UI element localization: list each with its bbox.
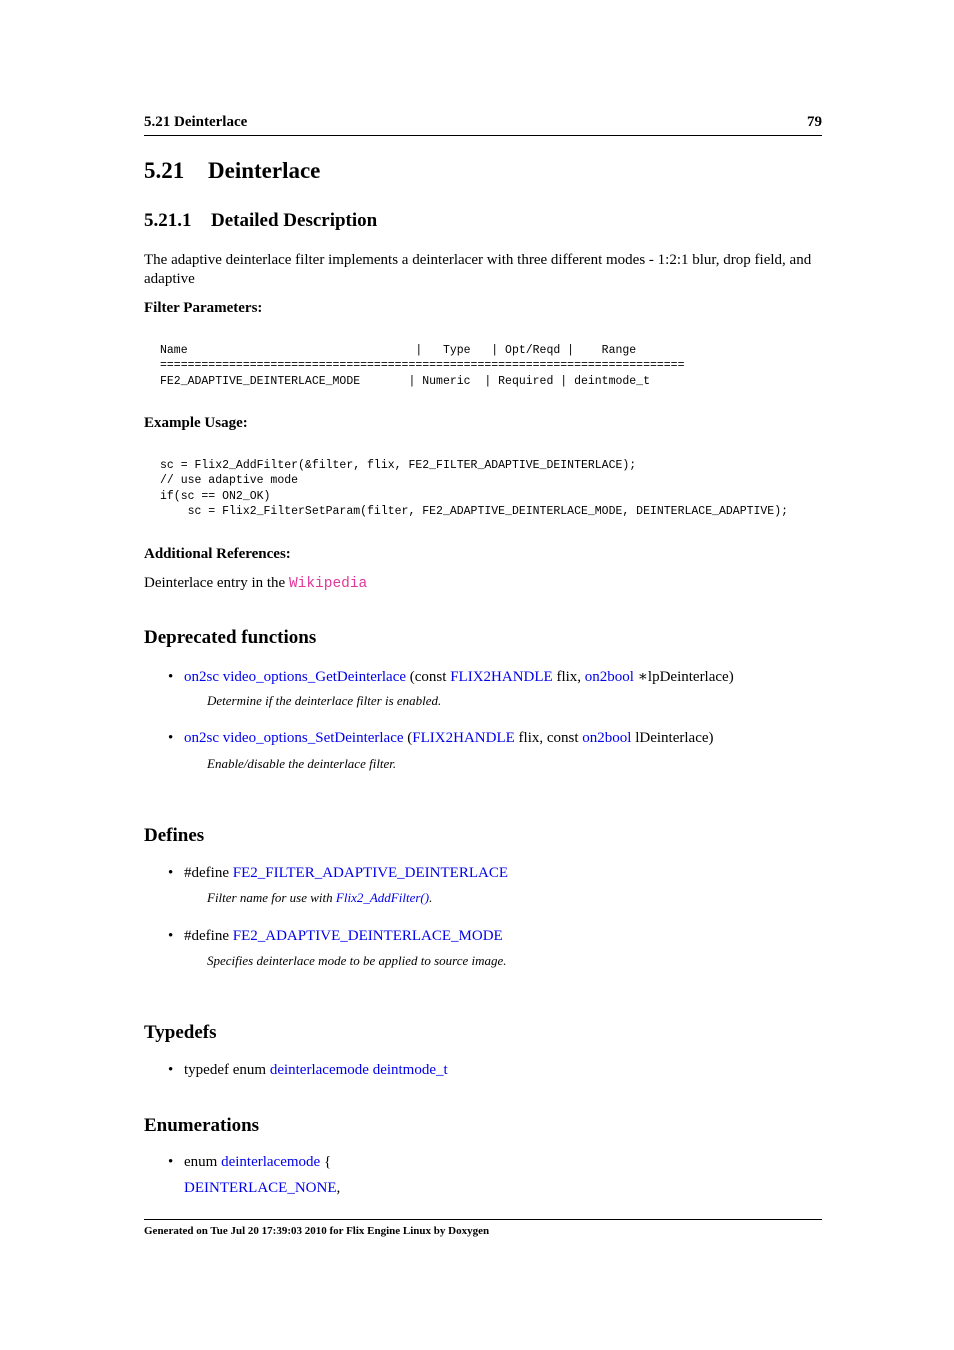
define-mode-description: Specifies deinterlace mode to be applied to source image. <box>207 953 507 968</box>
enum-keyword: enum <box>184 1154 222 1170</box>
page-footer: Generated on Tue Jul 20 17:39:03 2010 for Flix Engine Linux by Doxygen <box>144 1219 822 1237</box>
set-deinterlace-link[interactable]: video_options_SetDeinterlace <box>222 730 404 746</box>
bullet-icon: • <box>168 928 174 944</box>
param-text: ∗lpDeinterlace) <box>633 669 734 685</box>
subsection-title <box>144 210 377 232</box>
bullet-icon: • <box>168 730 174 746</box>
param-text: ( <box>403 730 413 746</box>
additional-references-text <box>144 574 367 594</box>
deprecated-item-get-deinterlace <box>168 667 734 686</box>
filter-parameters-label: Filter Parameters: <box>144 300 263 316</box>
enum-brace: { <box>320 1154 332 1170</box>
section-title-text: Deinterlace <box>208 158 321 183</box>
param-text: (const <box>406 669 451 685</box>
defines-heading: Defines <box>144 825 205 846</box>
filter-parameters-code: Name | Type | Opt/Reqd | Range ============================================================================ FE2_ADAPTIVE_DEINTERLACE_MODE | Numeric | Required | deintmode_t <box>160 344 685 388</box>
deinterlace-none-link[interactable]: DEINTERLACE_NONE <box>184 1180 337 1196</box>
deinterlacemode-link[interactable]: deinterlacemode <box>269 1062 369 1078</box>
param-text: lDeinterlace) <box>631 730 714 746</box>
deinterlacemode-enum-link[interactable]: deinterlacemode <box>221 1154 321 1170</box>
description-paragraph: The adaptive deinterlace filter implements a deinterlacer with three different modes - 1:2:1 blur, drop field, and adaptive <box>144 252 812 287</box>
on2sc-link[interactable]: on2sc <box>184 669 219 685</box>
subsection-number: 5.21.1 <box>144 210 192 231</box>
enumerations-heading: Enumerations <box>144 1115 260 1136</box>
section-number: 5.21 <box>144 158 185 183</box>
subsection-title-text: Detailed Description <box>211 210 378 231</box>
deprecated-functions-heading: Deprecated functions <box>144 627 317 648</box>
bullet-icon: • <box>168 1062 174 1078</box>
bullet-icon: • <box>168 669 174 685</box>
get-deinterlace-description: Determine if the deinterlace filter is enabled. <box>207 693 442 708</box>
define-item-mode <box>168 928 503 945</box>
on2bool-link[interactable]: on2bool <box>582 730 632 746</box>
define-item-filter <box>168 865 509 882</box>
define-keyword: #define <box>184 928 233 944</box>
fe2-adaptive-deinterlace-mode-link[interactable]: FE2_ADAPTIVE_DEINTERLACE_MODE <box>232 928 503 944</box>
get-deinterlace-link[interactable]: video_options_GetDeinterlace <box>222 669 407 685</box>
param-text: flix, const <box>514 730 583 746</box>
header-page-number: 79 <box>807 114 822 130</box>
define-filter-description <box>207 890 432 906</box>
enum-comma: , <box>336 1180 341 1196</box>
bullet-icon: • <box>168 1154 174 1170</box>
typedef-item <box>168 1062 448 1079</box>
references-text: Deinterlace entry in the <box>144 575 289 591</box>
header-section: 5.21 Deinterlace <box>144 114 248 130</box>
param-text: flix, <box>552 669 585 685</box>
enum-value-line <box>184 1180 340 1197</box>
deintmode-t-link[interactable]: deintmode_t <box>372 1062 448 1078</box>
bullet-icon: • <box>168 865 174 881</box>
flix2handle-link[interactable]: FLIX2HANDLE <box>412 730 515 746</box>
define-keyword: #define <box>184 865 233 881</box>
typedefs-heading: Typedefs <box>144 1022 217 1043</box>
on2sc-link[interactable]: on2sc <box>184 730 219 746</box>
example-usage-code: sc = Flix2_AddFilter(&filter, flix, FE2_FILTER_ADAPTIVE_DEINTERLACE); // use adaptive mode if(sc == ON2_OK) sc = Flix2_FilterSetParam(filter, FE2_ADAPTIVE_DEINTERLACE_MODE, DEINTERLACE_ADAPTIVE); <box>160 459 789 519</box>
desc-text: . <box>429 890 433 905</box>
desc-text: Filter name for use with <box>207 890 336 905</box>
additional-references-label: Additional References: <box>144 546 291 562</box>
typedef-keyword: typedef enum <box>184 1062 270 1078</box>
fe2-filter-adaptive-deinterlace-link[interactable]: FE2_FILTER_ADAPTIVE_DEINTERLACE <box>232 865 509 881</box>
deprecated-item-set-deinterlace <box>168 730 714 747</box>
running-header <box>144 113 822 136</box>
flix2-addfilter-link[interactable]: Flix2_AddFilter() <box>335 890 430 905</box>
flix2handle-link[interactable]: FLIX2HANDLE <box>450 669 553 685</box>
enum-item <box>168 1154 332 1171</box>
wikipedia-link[interactable]: Wikipedia <box>288 576 368 592</box>
example-usage-label: Example Usage: <box>144 415 248 431</box>
set-deinterlace-description: Enable/disable the deinterlace filter. <box>207 756 397 771</box>
section-title <box>144 158 320 184</box>
on2bool-link[interactable]: on2bool <box>584 669 634 685</box>
